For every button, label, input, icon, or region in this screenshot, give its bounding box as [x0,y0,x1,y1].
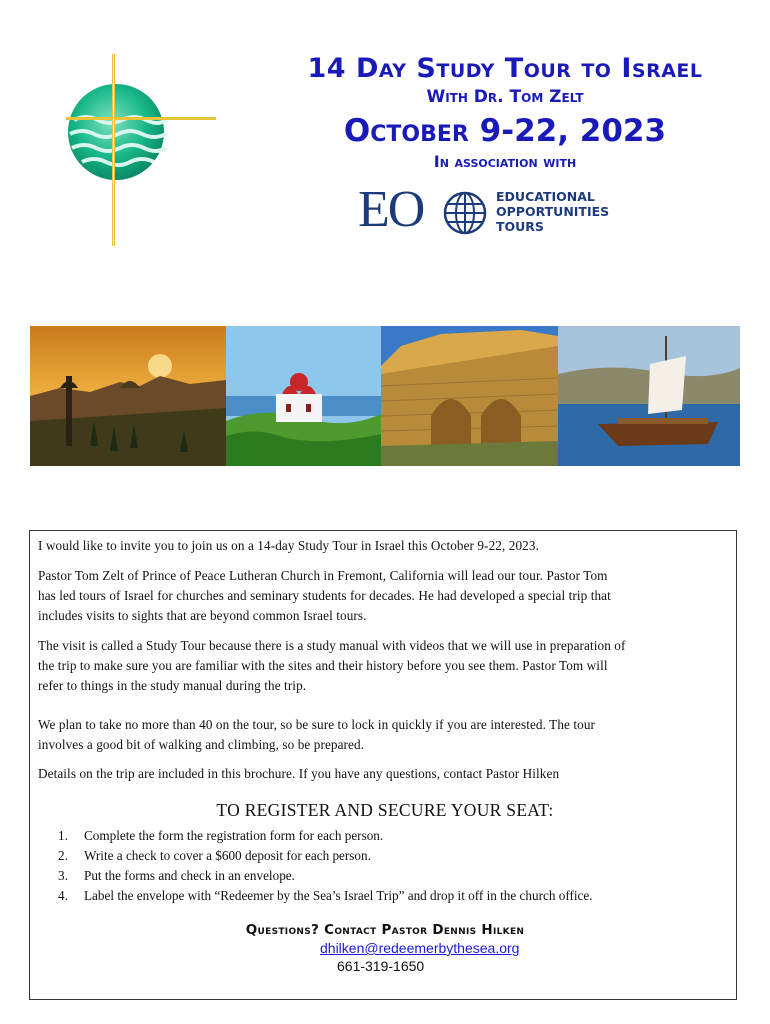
pastor-paragraph-line: includes visits to sights that are beyond common Israel tours. [38,608,367,623]
jerusalem-sunset-photo [30,326,226,466]
globe-icon [442,190,488,236]
step-number: 3. [58,868,68,883]
photo-strip [30,326,740,466]
eo-line-3: TOURS [496,219,544,234]
list-item [58,826,593,846]
step-number: 2. [58,848,68,863]
details-paragraph: Details on the trip are included in this brochure. If you have any questions, contact Pastor Hilken [38,766,560,781]
eo-line-1: EDUCATIONAL [496,189,595,204]
contact-heading: Questions? Contact Pastor Dennis Hilken [245,922,525,938]
list-item [58,866,593,886]
register-steps [58,826,593,906]
association-label: In association with [433,152,577,171]
study-tour-paragraph-line: the trip to make sure you are familiar with the sites and their history before you see them. Pastor Tom will [38,658,608,673]
contact-email-link[interactable]: dhilken@redeemerbythesea.org [320,940,520,956]
study-tour-paragraph-line: The visit is called a Study Tour because there is a study manual with videos that we will use in preparation of [38,638,626,653]
eo-tours-text [496,189,609,234]
capacity-paragraph [38,715,732,755]
study-tour-paragraph-line: refer to things in the study manual during the trip. [38,678,307,693]
step-number: 1. [58,828,68,843]
pastor-paragraph-line: Pastor Tom Zelt of Prince of Peace Lutheran Church in Fremont, California will lead our tour. Pastor Tom [38,568,608,583]
study-tour-paragraph [38,636,732,696]
eo-letters: EO [358,181,424,238]
step-number: 4. [58,888,68,903]
eo-line-2: OPPORTUNITIES [496,204,610,219]
register-heading: TO REGISTER AND SECURE YOUR SEAT: [216,800,554,820]
galilee-boat-photo [558,326,740,466]
step-text: Put the forms and check in an envelope. [84,868,295,883]
step-text: Complete the form the registration form for each person. [84,828,384,843]
tour-subtitle: With Dr. Tom Zelt [426,87,584,107]
tour-title: 14 Day Study Tour to Israel [307,53,703,84]
invite-paragraph: I would like to invite you to join us on a 14-day Study Tour in Israel this October 9-22, 2023. [38,538,539,553]
eo-tours-logo [356,181,626,238]
step-text: Write a check to cover a $600 deposit for each person. [84,848,371,863]
church-red-domes-photo [226,326,381,466]
list-item [58,886,593,906]
title-block [240,52,770,172]
pastor-paragraph-line: has led tours of Israel for churches and seminary students for decades. He had developed a special trip that [38,588,611,603]
church-cross-logo [62,52,222,252]
capacity-paragraph-line: involves a good bit of walking and climbing, so be prepared. [38,737,365,752]
list-item [58,846,593,866]
capacity-paragraph-line: We plan to take no more than 40 on the tour, so be sure to lock in quickly if you are interested. The tour [38,717,596,732]
step-text: Label the envelope with “Redeemer by the Sea’s Israel Trip” and drop it off in the church office. [84,888,593,903]
golden-gate-wall-photo [381,326,558,466]
contact-phone: 661-319-1650 [337,958,425,974]
pastor-paragraph [38,566,732,626]
tour-dates: October 9-22, 2023 [343,113,667,149]
